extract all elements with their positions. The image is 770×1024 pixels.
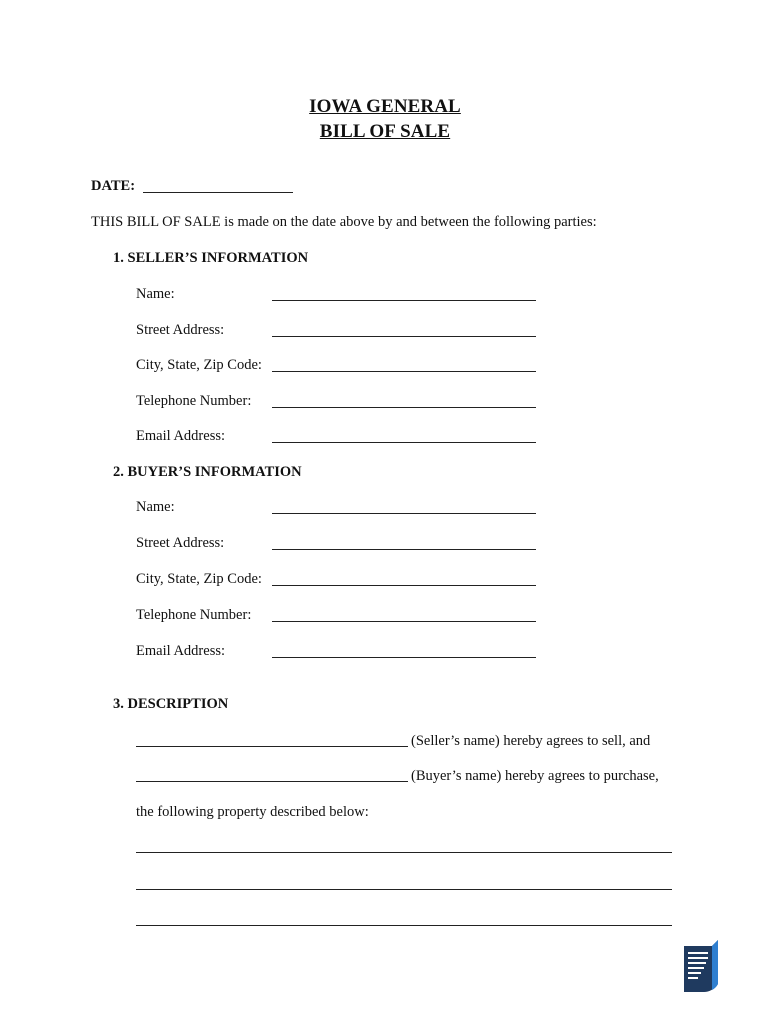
buyer-phone-label: Telephone Number: (136, 607, 252, 623)
document-title-line-2: BILL OF SALE (319, 121, 451, 142)
seller-email-field[interactable] (272, 442, 536, 443)
buyer-city-field[interactable] (272, 585, 536, 586)
seller-city-field[interactable] (272, 371, 536, 372)
buyer-heading: 2. BUYER’S INFORMATION (113, 464, 302, 480)
property-intro: the following property described below: (136, 804, 369, 820)
seller-email-label: Email Address: (136, 428, 226, 444)
seller-city-label: City, State, Zip Code: (136, 357, 262, 373)
buyer-clause: (Buyer’s name) hereby agrees to purchase, (411, 768, 659, 784)
intro-text: THIS BILL OF SALE is made on the date above by and between the following parties: (91, 214, 597, 230)
buyer-street-label: Street Address: (136, 535, 225, 551)
seller-street-label: Street Address: (136, 322, 225, 338)
seller-name-field[interactable] (272, 300, 536, 301)
seller-name-blank[interactable] (136, 746, 408, 747)
property-line-2[interactable] (136, 889, 672, 890)
buyer-street-field[interactable] (272, 549, 536, 550)
document-title-line-1: IOWA GENERAL (309, 96, 461, 117)
seller-clause: (Seller’s name) hereby agrees to sell, and (411, 733, 651, 749)
seller-phone-label: Telephone Number: (136, 393, 252, 409)
buyer-name-blank[interactable] (136, 781, 408, 782)
description-heading: 3. DESCRIPTION (113, 696, 229, 712)
date-label: DATE: (91, 178, 136, 194)
buyer-city-label: City, State, Zip Code: (136, 571, 262, 587)
buyer-name-field[interactable] (272, 513, 536, 514)
document-logo-icon (682, 938, 720, 992)
date-field[interactable] (143, 192, 293, 193)
buyer-email-field[interactable] (272, 657, 536, 658)
seller-phone-field[interactable] (272, 407, 536, 408)
seller-street-field[interactable] (272, 336, 536, 337)
property-line-1[interactable] (136, 852, 672, 853)
buyer-phone-field[interactable] (272, 621, 536, 622)
property-line-3[interactable] (136, 925, 672, 926)
buyer-email-label: Email Address: (136, 643, 226, 659)
buyer-name-label: Name: (136, 499, 175, 515)
seller-heading: 1. SELLER’S INFORMATION (113, 250, 309, 266)
seller-name-label: Name: (136, 286, 175, 302)
